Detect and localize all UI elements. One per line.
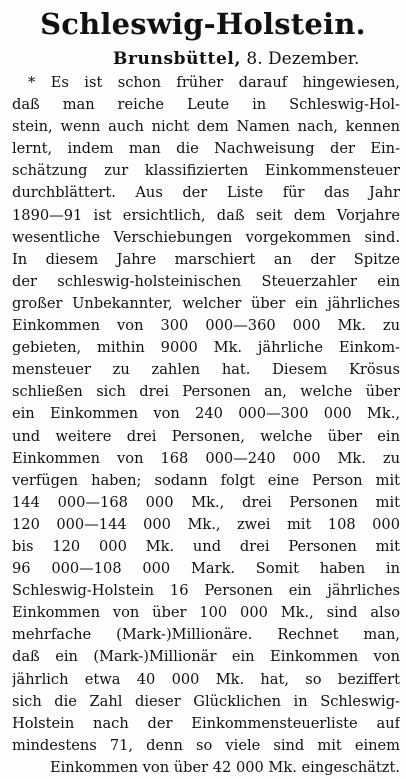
article-line: Einkommen von 300 000—360 000 Mk. zu [12, 317, 400, 335]
article-line: durchblättert. Aus der Liste für das Jahr [12, 184, 400, 202]
article-headline: Schleswig-Holstein. [40, 7, 366, 41]
article-dateline [113, 48, 359, 70]
article-line: Einkommen von über 42 000 Mk. eingeschätzt. [49, 758, 400, 776]
article-line: der schleswig-holsteinischen Steuerzahler ein [12, 272, 400, 290]
article-line: 144 000—168 000 Mk., drei Personen mit [12, 493, 400, 511]
article-line: mindestens 71, denn so viele sind mit einem [12, 736, 400, 754]
dateline-place: Brunsbüttel, [113, 49, 241, 69]
article-line: daß ein (Mark-)Millionär ein Einkommen von [12, 648, 400, 666]
article-line: 120 000—144 000 Mk., zwei mit 108 000 [12, 515, 400, 533]
article-line: Schleswig-Holstein 16 Personen ein jährliches [12, 582, 400, 600]
article-line: * Es ist schon früher darauf hingewiesen, [28, 74, 400, 91]
article-line: verfügen haben; sodann folgt eine Person mit [12, 471, 400, 489]
article-line: daß man reiche Leute in Schleswig-Hol- [12, 96, 400, 114]
article-line: bis 120 000 Mk. und drei Personen mit [12, 537, 400, 555]
article-line: 1890—91 ist ersichtlich, daß seit dem Vorjahre [12, 206, 400, 224]
article-line: mensteuer zu zahlen hat. Diesem Krösus [12, 361, 400, 379]
article-line: Holstein nach der Einkommensteuerliste auf [12, 714, 400, 732]
article-line: 96 000—108 000 Mark. Somit haben in [12, 560, 400, 578]
article-line: großer Unbekannter, welcher über ein jährliches [12, 294, 400, 312]
article-line: gebieten, mithin 9000 Mk. jährliche Einkom- [12, 339, 400, 357]
article-line: Einkommen von über 100 000 Mk., sind also [12, 604, 400, 622]
article-line: Einkommen von 168 000—240 000 Mk. zu [12, 449, 400, 467]
article-line: stein, wenn auch nicht dem Namen nach, kennen [12, 118, 400, 136]
article-line: mehrfache (Mark-)Millionäre. Rechnet man, [12, 626, 400, 644]
article-line: sich die Zahl dieser Glücklichen in Schleswig- [12, 692, 400, 710]
article-line: In diesem Jahre marschiert an der Spitze [12, 250, 400, 268]
article-line: wesentliche Verschiebungen vorgekommen sind. [12, 228, 400, 246]
article-line: schätzung zur klassifizierten Einkommensteuer [12, 162, 400, 180]
dateline-date: 8. Dezember. [246, 49, 360, 69]
article-line: ein Einkommen von 240 000—300 000 Mk., [12, 405, 400, 423]
article-line: und weitere drei Personen, welche über ein [12, 427, 400, 445]
article-line: lernt, indem man die Nachweisung der Ein- [12, 140, 400, 158]
article-line: jährlich etwa 40 000 Mk. hat, so beziffert [12, 670, 400, 688]
article-line: schließen sich drei Personen an, welche über [12, 383, 400, 401]
article-body [12, 72, 400, 779]
